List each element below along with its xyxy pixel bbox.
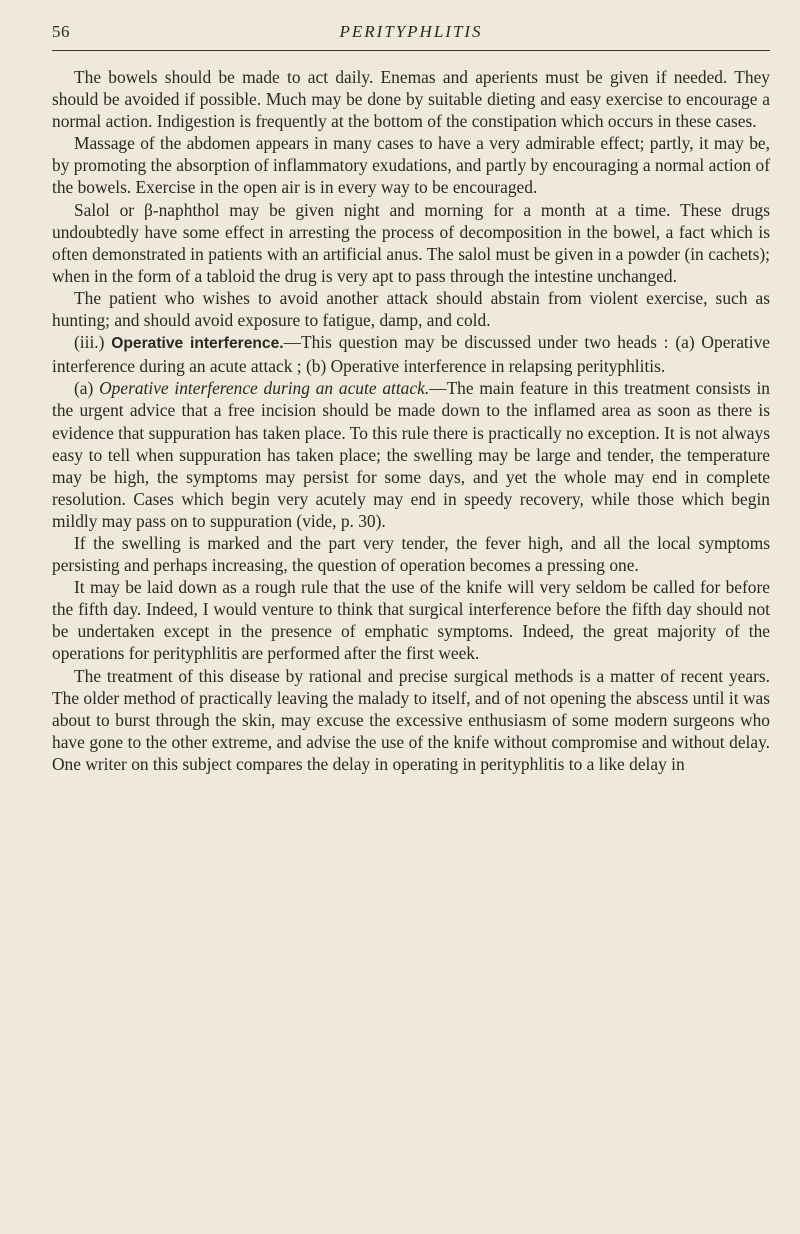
section-heading: Operative interference. [111,335,284,353]
page-number: 56 [52,22,70,41]
page-header [52,18,770,56]
paragraph: Salol or β-naphthol may be given night and morning for a month at a time. These drugs undoubtedly have some effect in arresting the process of decomposition in the bowel, a fact which is often demonstrated in patients with an artificial anus. The salol must be given in a powder (in cachets); when in the form of a tabloid the drug is very apt to pass through the intestine unchanged. [52,199,770,286]
paragraph: The treatment of this disease by rational and precise surgical methods is a matter of recent years. The older method of practically leaving the malady to itself, and of not opening the abscess until it was about to burst through the skin, may excuse the excessive enthusiasm of some modern surgeons who have gone to the other extreme, and advise the use of the knife without compromise and without delay. One writer on this subject compares the delay in operating in perityphlitis to a like delay in [52,665,770,774]
paragraph: The patient who wishes to avoid another attack should abstain from violent exercise, such as hunting; and should avoid exposure to fatigue, damp, and cold. [52,287,770,331]
book-page [52,18,770,775]
paragraph: The bowels should be made to act daily. Enemas and aperients must be given if needed. They should be avoided if possible. Much may be done by suitable dieting and easy exercise to encourage a normal action. Indigestion is frequently at the bottom of the constipation which occurs in these cases. [52,67,770,132]
section-number: (iii.) [74,332,112,353]
body-text [52,66,770,775]
paragraph: It may be laid down as a rough rule that the use of the knife will very seldom be called for before the fifth day. Indeed, I would venture to think that surgical interference before the fifth day should not be undertaken except in the presence of emphatic symptoms. Indeed, the great majority of the operations for perityphlitis are performed after the first week. [52,577,770,664]
paragraph [52,331,770,377]
paragraph [52,377,770,532]
subsection-letter: (a) [74,378,100,399]
paragraph-text: —The main feature in this treatment consists in the urgent advice that a free incision should be made down to the inflamed area as soon as there is evidence that suppuration has taken place. To this rule there is practically no exception. It is not always easy to tell when suppuration has taken place; the swelling may be large and tender, the temperature may be high, the symptoms may persist for some days, and yet the whole may end in complete resolution. Cases which begin very acutely may end in speedy recovery, while those which begin mildly may pass on to suppuration (vide, p. 30). [52,378,771,531]
subsection-heading: Operative interference during an acute attack. [99,378,430,399]
header-rule [52,50,770,51]
running-title: PERITYPHLITIS [339,22,483,41]
paragraph: If the swelling is marked and the part very tender, the fever high, and all the local symptoms persisting and perhaps increasing, the question of operation becomes a pressing one. [52,532,770,576]
paragraph: Massage of the abdomen appears in many cases to have a very admirable effect; partly, it may be, by promoting the absorption of inflammatory exudations, and partly by encouraging a normal action of the bowels. Exercise in the open air is in every way to be encouraged. [52,133,770,198]
paragraph-text: —This question may be discussed under two heads : (a) Operative interference during an acute attack ; (b) Operative interference in relapsing perityphlitis. [52,332,770,377]
